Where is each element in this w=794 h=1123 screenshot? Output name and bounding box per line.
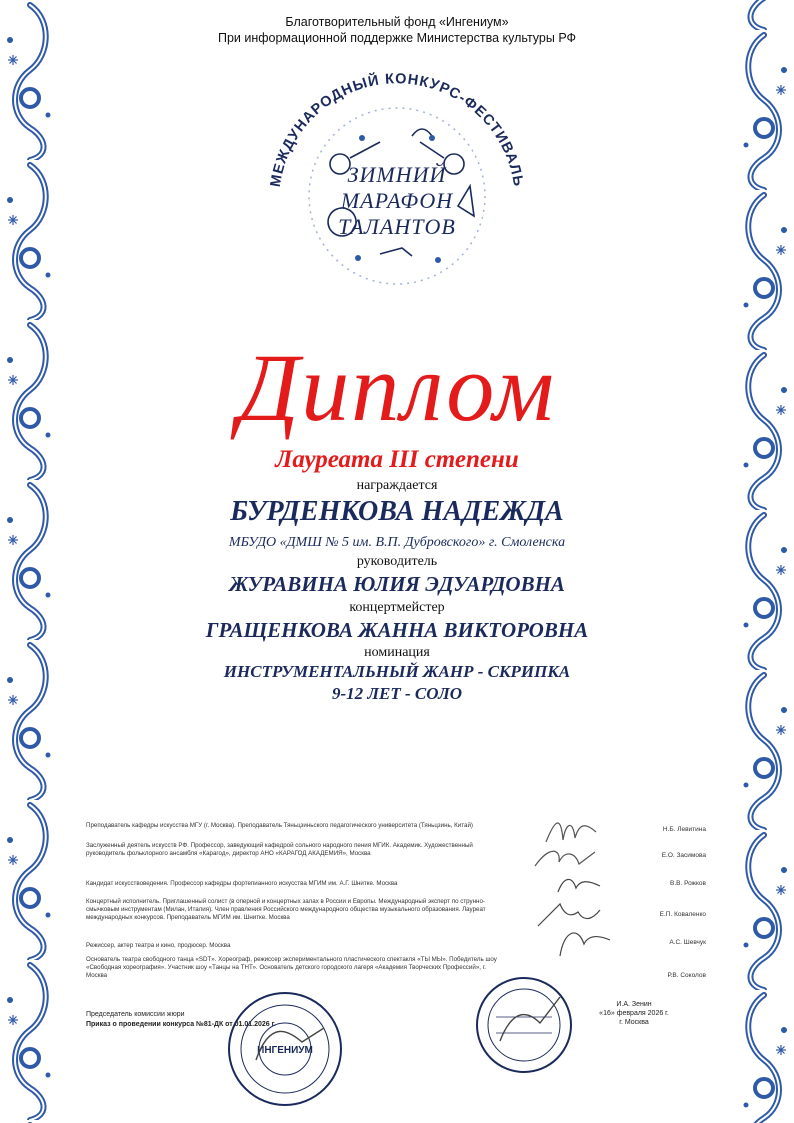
nomination-value: ИНСТРУМЕНТАЛЬНЫЙ ЖАНР - СКРИПКА <box>223 662 571 681</box>
logo-word-3: ТАЛАНТОВ <box>338 214 456 239</box>
diploma-title: Диплом <box>238 334 556 441</box>
festival-emblem-icon <box>262 46 532 296</box>
logo-arc-text: МЕЖДУНАРОДНЫЙ КОНКУРС-ФЕСТИВАЛЬ <box>267 71 527 189</box>
laureate-degree: Лауреата III степени <box>275 446 519 473</box>
participant-name: БУРДЕНКОВА НАДЕЖДА <box>230 496 564 527</box>
header-support-line: При информационной поддержке Министерства культуры РФ <box>217 31 577 45</box>
festival-logo <box>262 46 532 296</box>
header-fund-line: Благотворительный фонд «Ингениум» <box>285 15 509 29</box>
jury-description: Заслуженный деятель искусств РФ. Профессор, заведующий кафедрой сольного народного пения МГИК. Академик. Художественный руководитель фольклорного ансамбля «Карагод», директор АНО «КАРАГОД АКАДЕМИЯ», Москва <box>86 842 473 857</box>
chair-stamp-icon <box>474 975 574 1075</box>
award-city: г. Москва <box>619 1019 649 1026</box>
jury-signer-name: Р.В. Соколов <box>667 972 706 979</box>
ingenium-stamp-icon <box>226 990 344 1108</box>
chair-block <box>584 1000 684 1027</box>
chair-name: И.А. Зенин <box>616 1001 652 1008</box>
jury-signer-name: В.В. Рожков <box>669 880 706 887</box>
logo-word-2: МАРАФОН <box>340 188 454 213</box>
header-organization <box>0 14 794 46</box>
jury-description: Концертный исполнитель. Приглашенный солист (в оперной и концертных залах в России и Европы. Международный эксперт по струнно-смычковым инструментам (Милан, Италия). Член правления Российского международного общества музыкального образования. Лауреат международных конкурсов. Преподаватель МГИМ им. Шнитке. Москва <box>86 898 486 921</box>
jury-description: Режиссер, актер театра и кино, продюсер. Москва <box>86 942 231 949</box>
signature-icon <box>554 922 614 962</box>
signature-icon <box>554 870 604 898</box>
jury-signer-name: Н.Б. Левитина <box>662 826 706 833</box>
jury-signer-name: А.С. Шевчук <box>669 939 706 946</box>
nomination-label: номинация <box>364 645 430 660</box>
school-name: МБУДО «ДМШ № 5 им. В.П. Дубровского» г. Смоленска <box>228 535 566 550</box>
supervisor-name: ЖУРАВИНА ЮЛИЯ ЭДУАРДОВНА <box>229 572 565 596</box>
jury-chair-label: Председатель комиссии жюри <box>86 1011 185 1018</box>
stamp-center-text: ИНГЕНИУМ <box>257 1045 313 1056</box>
award-date: «16» февраля 2026 г. <box>599 1010 669 1017</box>
contest-order: Приказ о проведении конкурса №81-ДК от 01.01.2026 г. <box>86 1021 276 1028</box>
jury-description: Кандидат искусствоведения. Профессор кафедры фортепианного искусства МГИМ им. А.Г. Шнитке. Москва <box>86 880 398 887</box>
age-category: 9-12 ЛЕТ - СОЛО <box>331 684 463 703</box>
accompanist-name: ГРАЩЕНКОВА ЖАННА ВИКТОРОВНА <box>205 618 589 642</box>
logo-word-1: ЗИМНИЙ <box>347 162 447 187</box>
supervisor-label: руководитель <box>356 554 438 569</box>
jury-signer-name: Е.П. Коваленко <box>659 911 706 918</box>
awarded-label: награждается <box>356 478 438 493</box>
jury-description: Основатель театра свободного танца «SDT». Хореограф, режиссер экспериментального пластического спектакля «ТЫ МЫ». Победитель шоу «Свободная хореография». Участник шоу «Танцы на ТНТ». Основатель детского городского лагеря «Академия Творческих Профессий», г. Москва <box>86 956 497 979</box>
jury-description: Преподаватель кафедры искусства МГУ (г. Москва). Преподаватель Тяньцзиньского педагогического университета (Тяньцзинь, Китай) <box>86 822 473 829</box>
jury-signer-name: Е.О. Засимова <box>661 852 706 859</box>
accompanist-label: концертмейстер <box>349 600 445 615</box>
